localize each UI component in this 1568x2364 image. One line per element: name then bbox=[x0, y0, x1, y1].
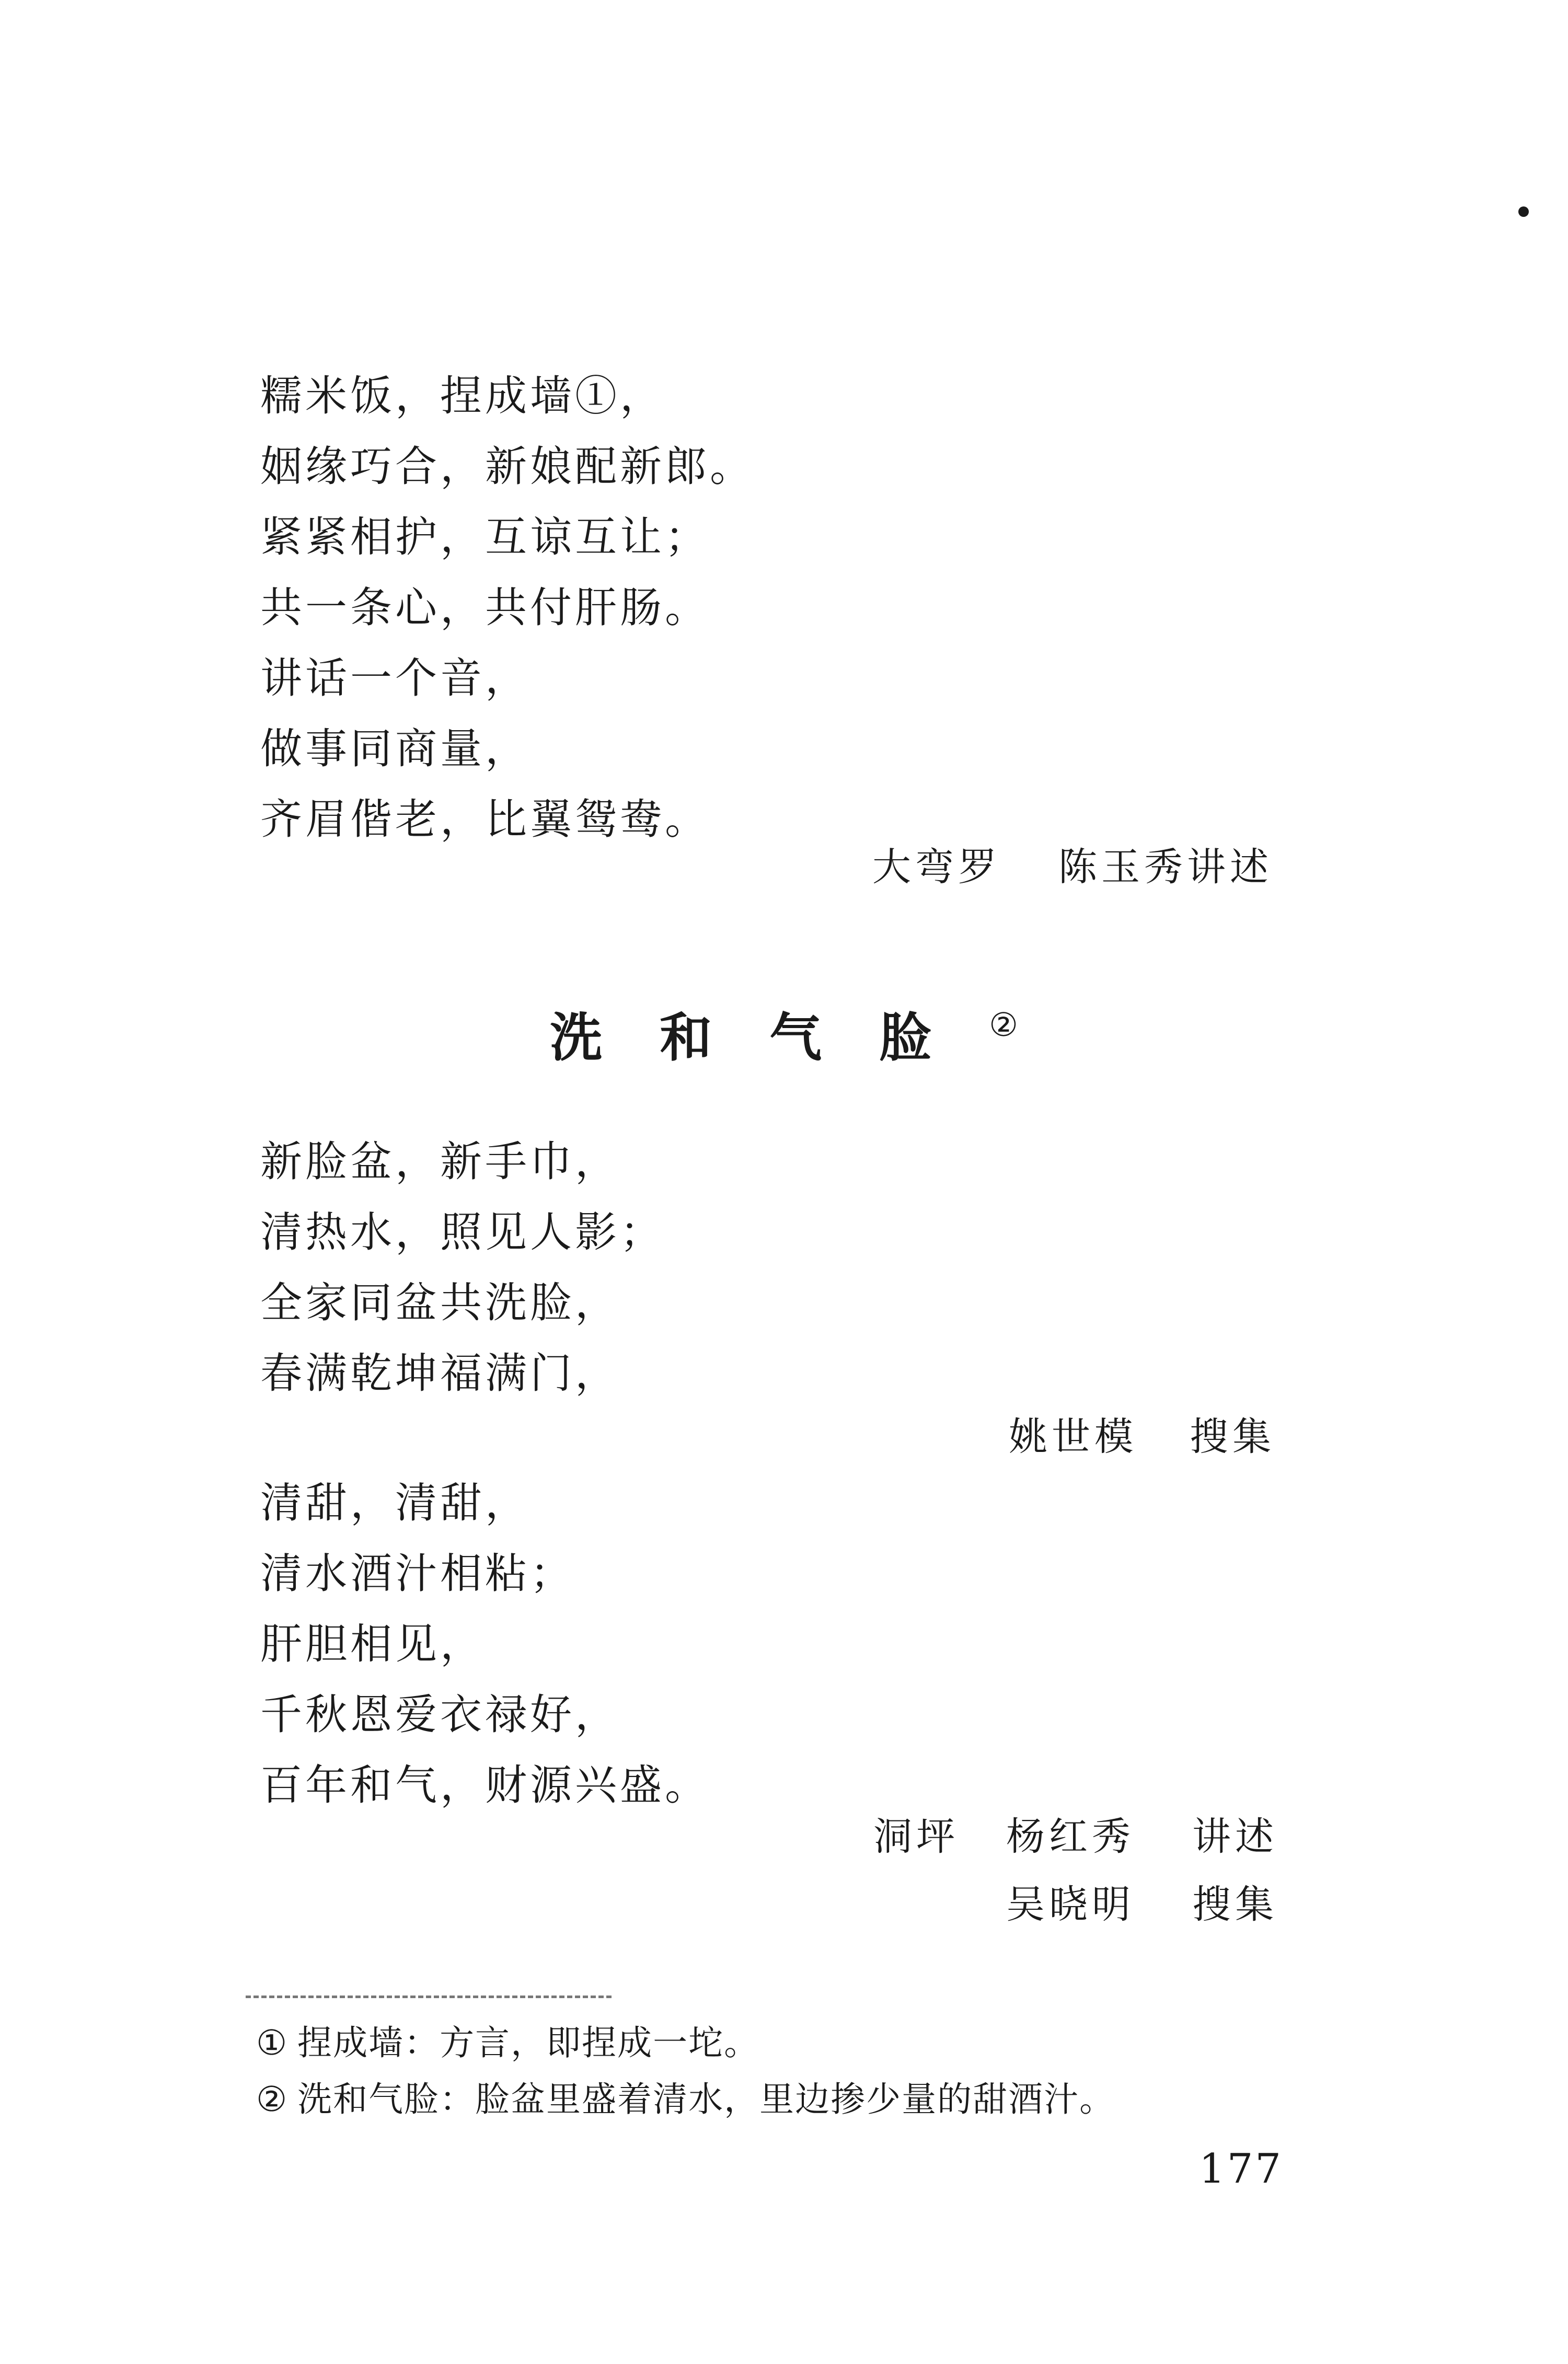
verse-line: 姻缘巧合，新娘配新郎。 bbox=[260, 442, 755, 491]
verse-line: 清水酒汁相粘； bbox=[260, 1549, 575, 1598]
verse-line: 共一条心，共付肝肠。 bbox=[260, 583, 710, 632]
footnote-ref-2: ② bbox=[989, 1006, 1018, 1044]
verse-line: 百年和气，财源兴盛。 bbox=[260, 1761, 710, 1809]
footnote-2 bbox=[256, 2071, 1115, 2128]
poem-wedding-rice bbox=[260, 361, 755, 855]
poem-face-wash bbox=[260, 1126, 665, 1409]
verse-line: 齐眉偕老，比翼鸳鸯。 bbox=[260, 795, 710, 844]
page-speck bbox=[1518, 206, 1529, 217]
verse-line: 新脸盆，新手巾， bbox=[260, 1137, 620, 1186]
section-title-text: 洗和气脸 bbox=[550, 1007, 989, 1068]
verse-line: 糯米饭，捏成墙①， bbox=[260, 372, 665, 420]
footnote-divider bbox=[246, 1996, 612, 1998]
attribution-role: 搜集 bbox=[1190, 1414, 1275, 1459]
footnote-mark: ② bbox=[256, 2079, 289, 2119]
verse-line: 做事同商量， bbox=[260, 724, 530, 773]
poem2-attribution bbox=[1009, 1406, 1275, 1461]
verse-line: 清甜，清甜， bbox=[260, 1479, 530, 1527]
attribution-role: 搜集 bbox=[1192, 1882, 1278, 1927]
poem1-attribution bbox=[872, 836, 1273, 892]
verse-line: 讲话一个音， bbox=[260, 654, 530, 702]
attribution-collector: 吴晓明 bbox=[1006, 1882, 1135, 1927]
verse-line: 清热水，照见人影； bbox=[260, 1208, 665, 1256]
poem-clear-sweet bbox=[260, 1468, 710, 1820]
verse-line: 肝胆相见， bbox=[260, 1620, 485, 1668]
footnote-text: 洗和气脸：脸盆里盛着清水，里边掺少量的甜酒汁。 bbox=[297, 2079, 1115, 2119]
attribution-role: 讲述 bbox=[1192, 1814, 1278, 1859]
attribution-place: 大弯罗 bbox=[872, 845, 1001, 890]
attribution-collector: 姚世模 bbox=[1009, 1414, 1137, 1459]
verse-line: 春满乾坤福满门， bbox=[260, 1349, 620, 1398]
verse-line: 千秋恩爱衣禄好， bbox=[260, 1690, 620, 1739]
section-title bbox=[0, 996, 1568, 1071]
attribution-place: 洞坪 bbox=[873, 1814, 959, 1859]
footnotes bbox=[256, 2015, 1115, 2128]
poem3-attribution-narrator bbox=[873, 1806, 1278, 1861]
footnote-text: 捏成墙：方言，即捏成一坨。 bbox=[297, 2023, 760, 2063]
attribution-narrator: 杨红秀 bbox=[1006, 1814, 1135, 1859]
verse-line: 全家同盆共洗脸， bbox=[260, 1278, 620, 1327]
verse-line: 紧紧相护，互谅互让； bbox=[260, 513, 710, 561]
poem3-attribution-collector bbox=[1006, 1874, 1278, 1929]
page-number: 177 bbox=[1199, 2146, 1283, 2193]
attribution-narrator: 陈玉秀讲述 bbox=[1058, 845, 1273, 890]
footnote-mark: ① bbox=[256, 2023, 289, 2063]
footnote-1 bbox=[256, 2015, 1115, 2071]
